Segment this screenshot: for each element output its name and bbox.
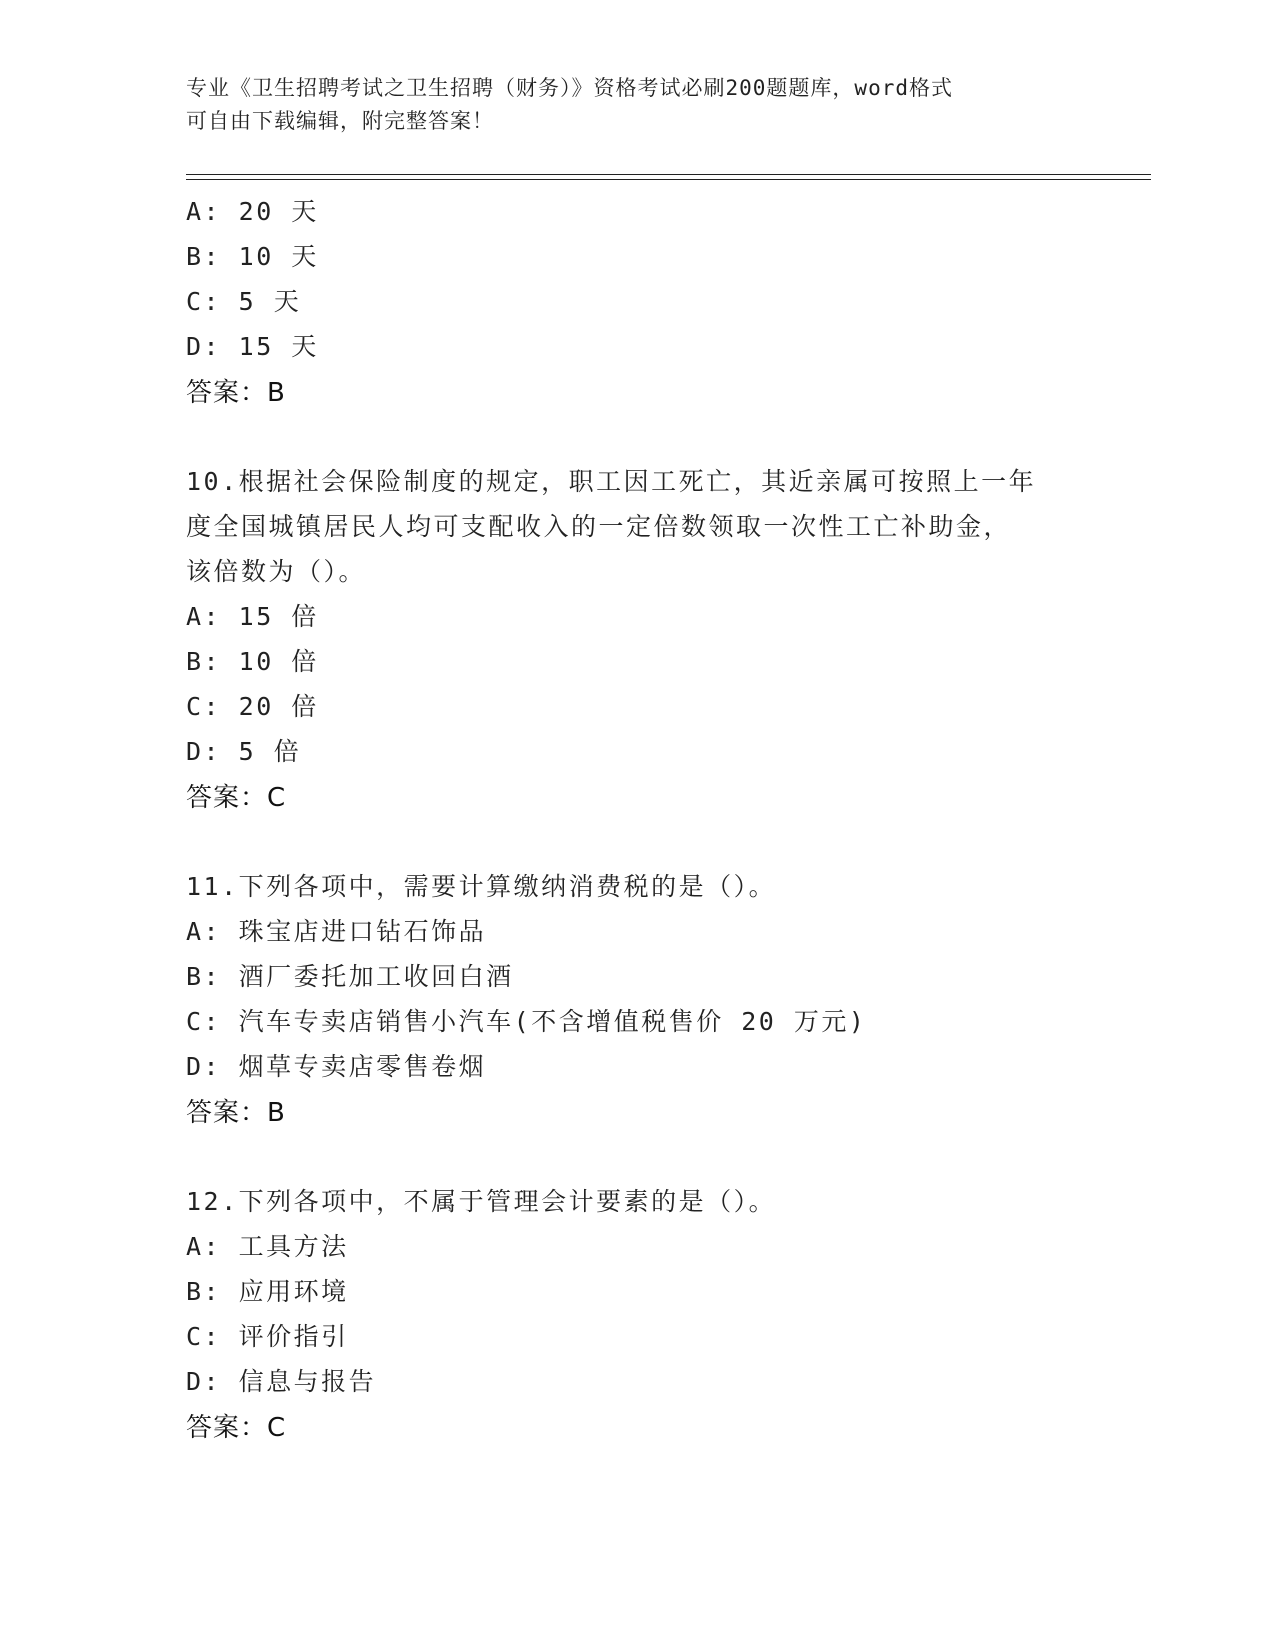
- q11-option-d: D: 烟草专卖店零售卷烟: [186, 1052, 487, 1081]
- q10-stem: 10.根据社会保险制度的规定，职工因工死亡，其近亲属可按照上一年: [186, 467, 1037, 496]
- header-divider: [186, 174, 1151, 175]
- q10-option-c: C: 20 倍: [186, 692, 319, 721]
- header-title-line: 专业《卫生招聘考试之卫生招聘（财务）》资格考试必刷200题题库，word格式: [186, 76, 953, 100]
- q9-answer: 答案：B: [186, 378, 286, 408]
- q10-option-b: B: 10 倍: [186, 647, 319, 676]
- q11-option-a: A: 珠宝店进口钻石饰品: [186, 917, 487, 946]
- header-title-line: 可自由下载编辑，附完整答案！: [186, 109, 494, 133]
- q12-stem: 12.下列各项中，不属于管理会计要素的是（）。: [186, 1187, 777, 1216]
- q9-option-c: C: 5 天: [186, 287, 302, 316]
- document-header: [186, 72, 1066, 138]
- q10-option-a: A: 15 倍: [186, 602, 319, 631]
- q12-option-b: B: 应用环境: [186, 1277, 349, 1306]
- header-divider: [186, 179, 1151, 180]
- q9-option-d: D: 15 天: [186, 332, 319, 361]
- q10-answer: 答案：C: [186, 783, 287, 813]
- q9-option-a: A: 20 天: [186, 197, 319, 226]
- q10-stem: 度全国城镇居民人均可支配收入的一定倍数领取一次性工亡补助金，: [186, 512, 1012, 541]
- q12-option-c: C: 评价指引: [186, 1322, 349, 1351]
- q11-option-b: B: 酒厂委托加工收回白酒: [186, 962, 514, 991]
- q11-option-c: C: 汽车专卖店销售小汽车(不含增值税售价 20 万元): [186, 1007, 867, 1036]
- q12-option-d: D: 信息与报告: [186, 1367, 377, 1396]
- q12-option-a: A: 工具方法: [186, 1232, 349, 1261]
- q11-answer: 答案：B: [186, 1098, 286, 1128]
- q9-option-b: B: 10 天: [186, 242, 319, 271]
- q11-stem: 11.下列各项中，需要计算缴纳消费税的是（）。: [186, 872, 777, 901]
- q12-answer: 答案：C: [186, 1413, 287, 1443]
- q10-stem: 该倍数为（）。: [186, 557, 367, 586]
- q10-option-d: D: 5 倍: [186, 737, 302, 766]
